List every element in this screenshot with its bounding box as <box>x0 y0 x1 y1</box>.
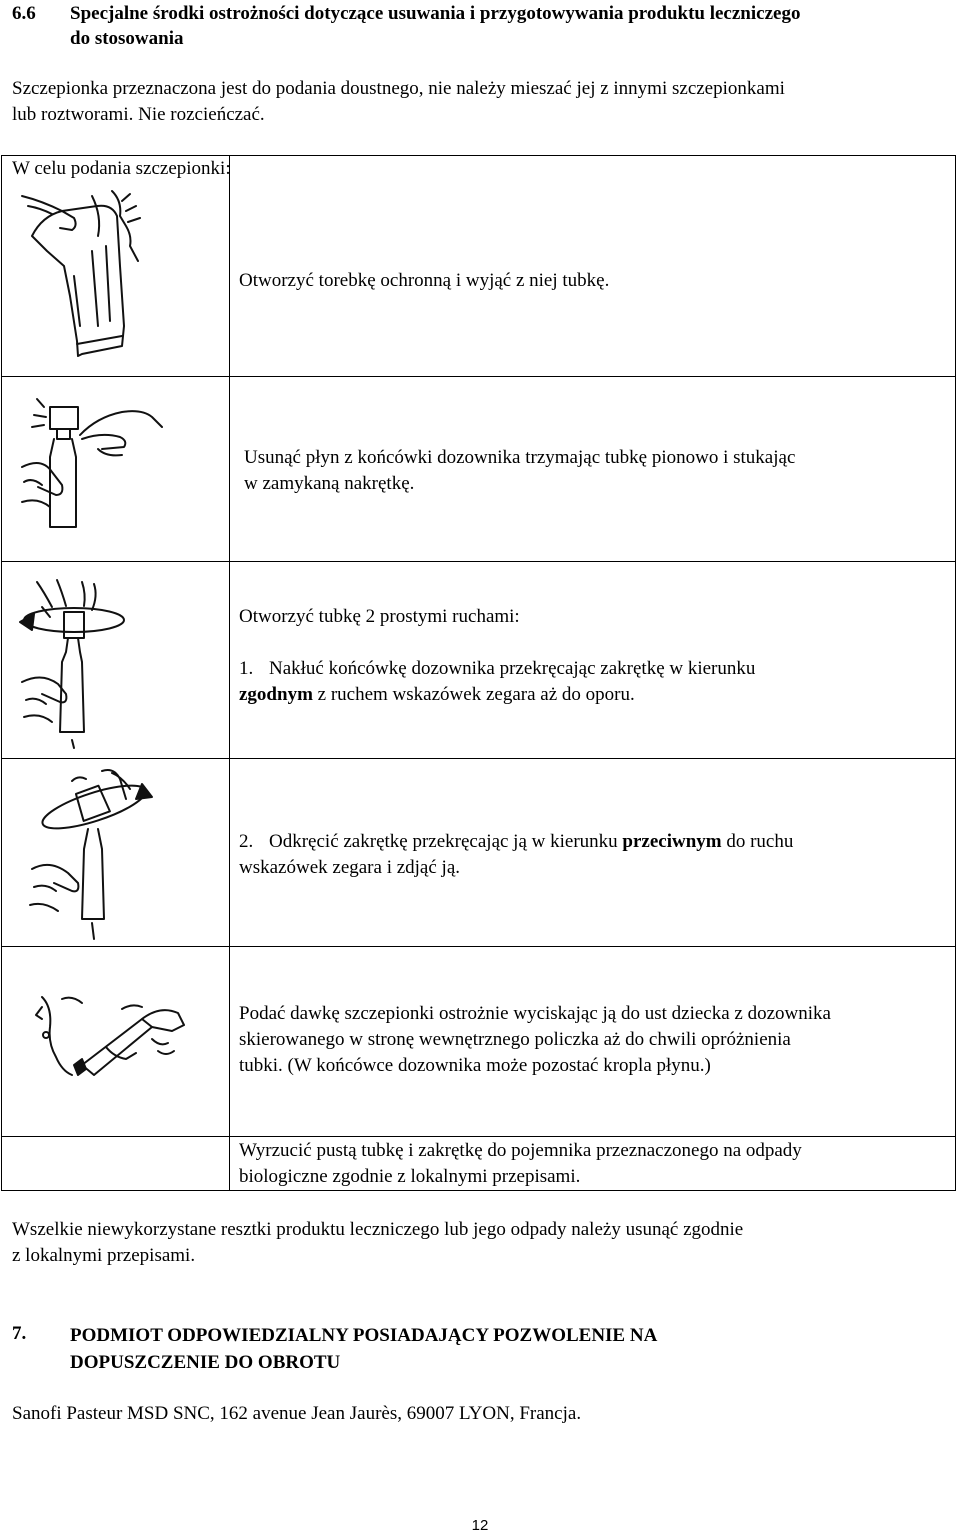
section-title-line-2: do stosowania <box>70 28 184 49</box>
section-7-title-line-1: PODMIOT ODPOWIEDZIALNY POSIADAJĄCY POZWOLENIE NA <box>70 1325 658 1346</box>
step-row <box>2 947 956 1137</box>
oral-administration-illustration <box>2 947 228 1136</box>
step-6-text <box>239 1138 802 1190</box>
step-3-text <box>239 604 755 708</box>
intro-line-2: lub roztworami. Nie rozcieńczać. <box>12 104 265 125</box>
intro-paragraph <box>12 76 785 128</box>
step-illustration-cell <box>2 759 230 947</box>
step-2-line-1: Usunąć płyn z końcówki dozownika trzymając tubkę pionowo i stukając <box>244 447 796 468</box>
step-row <box>2 759 956 947</box>
step-1-line-1: Otworzyć torebkę ochronną i wyjąć z niej tubkę. <box>239 270 610 291</box>
disposal-line-1: Wszelkie niewykorzystane resztki produktu leczniczego lub jego odpady należy usunąć zgodnie <box>12 1219 744 1240</box>
step-text-cell <box>230 156 956 377</box>
marketing-authorisation-holder: Sanofi Pasteur MSD SNC, 162 avenue Jean Jaurès, 69007 LYON, Francja. <box>12 1403 582 1424</box>
administration-steps-table <box>1 155 956 1191</box>
step-5-text <box>239 1001 831 1079</box>
disposal-paragraph <box>12 1217 743 1269</box>
step-3-item-text-cont: z ruchem wskazówek zegara aż do oporu. <box>312 684 635 705</box>
step-5-line-2: skierowanego w stronę wewnętrznego policzka aż do chwili opróżnienia <box>239 1029 791 1050</box>
step-4-item-number: 2. <box>239 831 254 852</box>
spacer <box>239 630 755 656</box>
step-illustration-cell <box>2 562 230 759</box>
step-6-line-1: Wyrzucić pustą tubkę i zakrętkę do pojemnika przeznaczonego na odpady <box>239 1140 802 1161</box>
section-7-number: 7. <box>12 1323 27 1344</box>
tap-cap-illustration <box>2 377 228 561</box>
section-7-title <box>70 1322 657 1376</box>
step-text-cell <box>230 759 956 947</box>
unscrew-cap-counterclockwise-illustration <box>2 759 228 946</box>
step-3-intro: Otworzyć tubkę 2 prostymi ruchami: <box>239 606 520 627</box>
administration-lead: W celu podania szczepionki: <box>12 158 231 179</box>
pierce-tip-clockwise-illustration <box>2 562 228 758</box>
step-4-text <box>239 829 793 881</box>
intro-line-1: Szczepionka przeznaczona jest do podania doustnego, nie należy mieszać jej z innymi szczepionkami <box>12 78 785 99</box>
step-row <box>2 156 956 377</box>
section-7-title-line-2: DOPUSZCZENIE DO OBROTU <box>70 1352 341 1373</box>
step-1-text <box>239 268 609 294</box>
step-2-text <box>244 445 795 497</box>
step-4-item-text-cont: do ruchu <box>721 831 794 852</box>
step-2-line-2: w zamykaną nakrętkę. <box>244 473 415 494</box>
step-5-line-1: Podać dawkę szczepionki ostrożnie wyciskając ją do ust dziecka z dozownika <box>239 1003 831 1024</box>
step-6-line-2: biologiczne zgodnie z lokalnymi przepisami. <box>239 1166 581 1187</box>
section-number: 6.6 <box>12 3 36 24</box>
open-pouch-illustration <box>2 156 228 376</box>
step-3-item-line-2 <box>239 682 755 708</box>
step-4-item-text: Odkręcić zakrętkę przekręcając ją w kierunku <box>269 831 623 852</box>
section-title <box>70 1 800 51</box>
step-3-item-bold: zgodnym <box>239 684 313 705</box>
step-3-item-text: Nakłuć końcówkę dozownika przekręcając zakrętkę w kierunku <box>269 658 756 679</box>
step-5-line-3: tubki. (W końcówce dozownika może pozostać kropla płynu.) <box>239 1055 711 1076</box>
section-title-line-1: Specjalne środki ostrożności dotyczące usuwania i przygotowywania produktu leczniczego <box>70 3 801 24</box>
step-3-item-number: 1. <box>239 658 254 679</box>
page-number: 12 <box>471 1517 489 1534</box>
step-illustration-cell <box>2 156 230 377</box>
step-illustration-cell <box>2 377 230 562</box>
step-text-cell <box>230 1137 956 1191</box>
step-4-item-bold: przeciwnym <box>622 831 722 852</box>
disposal-line-2: z lokalnymi przepisami. <box>12 1245 196 1266</box>
step-row <box>2 562 956 759</box>
step-text-cell <box>230 947 956 1137</box>
step-row <box>2 377 956 562</box>
step-illustration-cell <box>2 1137 230 1191</box>
step-illustration-cell <box>2 947 230 1137</box>
step-4-item-line-1 <box>239 829 793 855</box>
step-3-item-line-1 <box>239 656 755 682</box>
step-row <box>2 1137 956 1191</box>
step-4-item-line-2: wskazówek zegara i zdjąć ją. <box>239 857 461 878</box>
step-text-cell <box>230 562 956 759</box>
step-text-cell <box>230 377 956 562</box>
